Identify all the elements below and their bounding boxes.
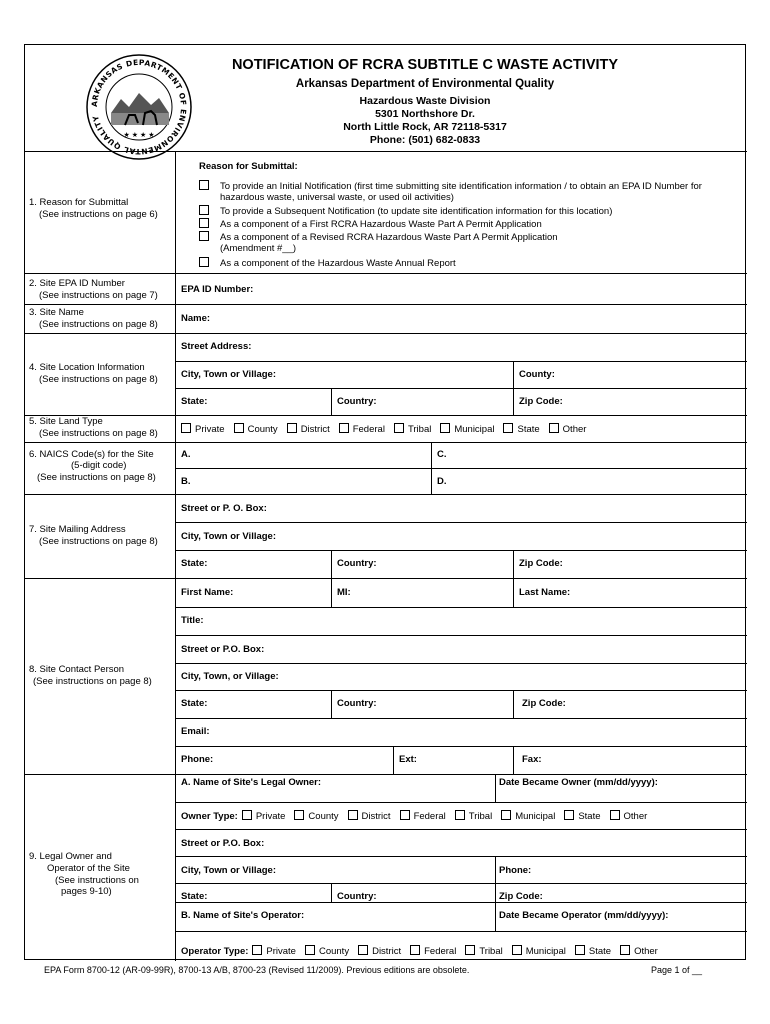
contact-email-field[interactable]: Email: bbox=[181, 726, 210, 737]
section-4-note: (See instructions on page 8) bbox=[39, 374, 158, 385]
land-type-tribal-label: Tribal bbox=[407, 424, 432, 435]
form-id-footer: EPA Form 8700-12 (AR-09-99R), 8700-13 A/B, 8700-23 (Revised 11/2009). Previous editions are obsolete. bbox=[44, 965, 470, 975]
operator-federal-label: Federal bbox=[424, 946, 457, 957]
section-2-note: (See instructions on page 7) bbox=[39, 290, 158, 301]
naics-b-field[interactable]: B. bbox=[181, 476, 191, 487]
agency-street: 5301 Northshore Dr. bbox=[375, 108, 475, 120]
contact-last-name-field[interactable]: Last Name: bbox=[519, 587, 571, 598]
land-type-other-label: Other bbox=[562, 424, 587, 435]
operator-district-label: District bbox=[372, 946, 402, 957]
site-street-field[interactable]: Street Address: bbox=[181, 341, 252, 352]
section-6-label-2: (5-digit code) bbox=[71, 460, 127, 471]
mailing-city-field[interactable]: City, Town or Village: bbox=[181, 531, 277, 542]
owner-other-label: Other bbox=[623, 811, 648, 822]
land-type-private-checkbox[interactable] bbox=[181, 423, 191, 433]
land-type-district-label: District bbox=[300, 424, 330, 435]
svg-text:★ ★ ★ ★: ★ ★ ★ ★ bbox=[123, 132, 155, 139]
operator-tribal-checkbox[interactable] bbox=[465, 945, 475, 955]
contact-ext-field[interactable]: Ext: bbox=[399, 754, 417, 765]
contact-first-name-field[interactable]: First Name: bbox=[181, 587, 234, 598]
contact-city-field[interactable]: City, Town, or Village: bbox=[181, 671, 279, 682]
land-type-federal-label: Federal bbox=[352, 424, 385, 435]
owner-type-options bbox=[181, 810, 656, 823]
owner-name-field[interactable]: A. Name of Site's Legal Owner: bbox=[181, 777, 322, 788]
reason-first-parta-label: As a component of a First RCRA Hazardous Waste Part A Permit Application bbox=[220, 219, 542, 230]
agency-city: North Little Rock, AR 72118-5317 bbox=[343, 121, 507, 133]
naics-c-field[interactable]: C. bbox=[437, 449, 447, 460]
site-county-field[interactable]: County: bbox=[519, 369, 555, 380]
owner-district-checkbox[interactable] bbox=[348, 810, 358, 820]
land-type-other-checkbox[interactable] bbox=[549, 423, 559, 433]
contact-title-field[interactable]: Title: bbox=[181, 615, 204, 626]
section-8-label: 8. Site Contact Person bbox=[29, 664, 125, 675]
section-9-label: 9. Legal Owner and bbox=[29, 851, 112, 862]
reason-subsequent-label: To provide a Subsequent Notification (to update site identification information for this location) bbox=[220, 206, 613, 217]
operator-type-label: Operator Type: bbox=[181, 946, 249, 957]
site-state-field[interactable]: State: bbox=[181, 396, 208, 407]
owner-zip-field[interactable]: Zip Code: bbox=[499, 891, 543, 902]
section-5-label: 5. Site Land Type bbox=[29, 416, 103, 427]
owner-street-field[interactable]: Street or P.O. Box: bbox=[181, 838, 265, 849]
operator-state-label: State bbox=[588, 946, 612, 957]
operator-state-checkbox[interactable] bbox=[575, 945, 585, 955]
owner-country-field[interactable]: Country: bbox=[337, 891, 377, 902]
section-6-label: 6. NAICS Code(s) for the Site bbox=[29, 449, 154, 460]
division-name: Hazardous Waste Division bbox=[359, 95, 491, 107]
land-type-tribal-checkbox[interactable] bbox=[394, 423, 404, 433]
section-2-label: 2. Site EPA ID Number bbox=[29, 278, 125, 289]
site-city-field[interactable]: City, Town or Village: bbox=[181, 369, 277, 380]
land-type-municipal-checkbox[interactable] bbox=[440, 423, 450, 433]
owner-private-checkbox[interactable] bbox=[242, 810, 252, 820]
reason-annual-report-label: As a component of the Hazardous Waste Annual Report bbox=[220, 258, 456, 269]
contact-country-field[interactable]: Country: bbox=[337, 698, 377, 709]
reason-revised-parta-label: As a component of a Revised RCRA Hazardous Waste Part A Permit Application bbox=[220, 232, 558, 243]
operator-other-checkbox[interactable] bbox=[620, 945, 630, 955]
land-type-municipal-label: Municipal bbox=[454, 424, 495, 435]
naics-d-field[interactable]: D. bbox=[437, 476, 447, 487]
operator-county-label: County bbox=[318, 946, 350, 957]
owner-municipal-checkbox[interactable] bbox=[501, 810, 511, 820]
land-type-state-label: State bbox=[517, 424, 540, 435]
section-1-note: (See instructions on page 6) bbox=[39, 209, 158, 220]
section-9-note-2: pages 9-10) bbox=[61, 886, 112, 897]
reason-revised-parta-checkbox[interactable] bbox=[199, 231, 209, 241]
site-zip-field[interactable]: Zip Code: bbox=[519, 396, 563, 407]
operator-county-checkbox[interactable] bbox=[305, 945, 315, 955]
reason-annual-report-checkbox[interactable] bbox=[199, 257, 209, 267]
land-type-district-checkbox[interactable] bbox=[287, 423, 297, 433]
seal-text: ARKANSAS DEPARTMENT OF ENVIRONMENTAL QUALITY bbox=[89, 57, 189, 157]
operator-name-field[interactable]: B. Name of Site's Operator: bbox=[181, 910, 305, 921]
operator-municipal-checkbox[interactable] bbox=[512, 945, 522, 955]
contact-zip-field[interactable]: Zip Code: bbox=[522, 698, 566, 709]
owner-county-label: County bbox=[308, 811, 339, 822]
land-type-federal-checkbox[interactable] bbox=[339, 423, 349, 433]
operator-municipal-label: Municipal bbox=[525, 946, 566, 957]
mailing-state-field[interactable]: State: bbox=[181, 558, 208, 569]
land-type-county-label: County bbox=[247, 424, 278, 435]
epa-id-field[interactable]: EPA ID Number: bbox=[181, 284, 254, 295]
section-7-label: 7. Site Mailing Address bbox=[29, 524, 126, 535]
operator-district-checkbox[interactable] bbox=[358, 945, 368, 955]
operator-private-label: Private bbox=[266, 946, 296, 957]
owner-county-checkbox[interactable] bbox=[294, 810, 304, 820]
owner-city-field[interactable]: City, Town or Village: bbox=[181, 865, 277, 876]
contact-mi-field[interactable]: MI: bbox=[337, 587, 351, 598]
section-4-label: 4. Site Location Information bbox=[29, 362, 145, 373]
mailing-street-field[interactable]: Street or P. O. Box: bbox=[181, 503, 267, 514]
section-9-label-2: Operator of the Site bbox=[47, 863, 130, 874]
owner-federal-checkbox[interactable] bbox=[400, 810, 410, 820]
naics-a-field[interactable]: A. bbox=[181, 449, 191, 460]
owner-state-field[interactable]: State: bbox=[181, 891, 208, 902]
reason-initial-checkbox[interactable] bbox=[199, 180, 209, 190]
mailing-country-field[interactable]: Country: bbox=[337, 558, 377, 569]
reason-first-parta-checkbox[interactable] bbox=[199, 218, 209, 228]
agency-phone: Phone: (501) 682-0833 bbox=[369, 134, 481, 146]
owner-state-label: State bbox=[578, 811, 601, 822]
agency-name: Arkansas Department of Environmental Quality bbox=[295, 78, 555, 90]
land-type-options bbox=[181, 423, 595, 436]
operator-type-options bbox=[181, 945, 667, 958]
reason-initial-label-2: hazardous waste, universal waste, or used oil activities) bbox=[220, 192, 454, 203]
contact-street-field[interactable]: Street or P.O. Box: bbox=[181, 644, 265, 655]
owner-tribal-checkbox[interactable] bbox=[455, 810, 465, 820]
operator-other-label: Other bbox=[634, 946, 658, 957]
owner-municipal-label: Municipal bbox=[515, 811, 556, 822]
page-number: Page 1 of __ bbox=[651, 965, 703, 975]
mailing-zip-field[interactable]: Zip Code: bbox=[519, 558, 563, 569]
reason-amendment-label: (Amendment #__) bbox=[220, 243, 297, 254]
land-type-state-checkbox[interactable] bbox=[503, 423, 513, 433]
reason-subsequent-checkbox[interactable] bbox=[199, 205, 209, 215]
owner-other-checkbox[interactable] bbox=[610, 810, 620, 820]
contact-state-field[interactable]: State: bbox=[181, 698, 208, 709]
owner-district-label: District bbox=[361, 811, 391, 822]
date-became-operator-field[interactable]: Date Became Operator (mm/dd/yyyy): bbox=[499, 910, 669, 921]
form-title: NOTIFICATION OF RCRA SUBTITLE C WASTE ACTIVITY bbox=[231, 57, 619, 73]
contact-fax-field[interactable]: Fax: bbox=[522, 754, 542, 765]
section-9-note: (See instructions on bbox=[55, 875, 139, 886]
site-name-field[interactable]: Name: bbox=[181, 313, 211, 324]
section-3-label: 3. Site Name bbox=[29, 307, 84, 318]
land-type-private-label: Private bbox=[195, 424, 225, 435]
owner-type-label: Owner Type: bbox=[181, 811, 238, 822]
owner-private-label: Private bbox=[255, 811, 286, 822]
section-8-note: (See instructions on page 8) bbox=[33, 676, 152, 687]
operator-tribal-label: Tribal bbox=[479, 946, 503, 957]
reason-initial-label: To provide an Initial Notification (first time submitting site identification information / to obtain an EPA ID Number for bbox=[220, 181, 702, 192]
section-5-note: (See instructions on page 8) bbox=[39, 428, 158, 439]
owner-phone-field[interactable]: Phone: bbox=[499, 865, 532, 876]
section-7-note: (See instructions on page 8) bbox=[39, 536, 158, 547]
contact-phone-field[interactable]: Phone: bbox=[181, 754, 214, 765]
reason-heading: Reason for Submittal: bbox=[199, 161, 298, 172]
date-became-owner-field[interactable]: Date Became Owner (mm/dd/yyyy): bbox=[499, 777, 658, 788]
section-3-note: (See instructions on page 8) bbox=[39, 319, 158, 330]
notification-form bbox=[24, 44, 746, 960]
site-country-field[interactable]: Country: bbox=[337, 396, 377, 407]
land-type-county-checkbox[interactable] bbox=[234, 423, 244, 433]
section-6-note: (See instructions on page 8) bbox=[37, 472, 156, 483]
operator-federal-checkbox[interactable] bbox=[410, 945, 420, 955]
owner-federal-label: Federal bbox=[413, 811, 446, 822]
owner-tribal-label: Tribal bbox=[468, 811, 493, 822]
owner-state-checkbox[interactable] bbox=[564, 810, 574, 820]
operator-private-checkbox[interactable] bbox=[252, 945, 262, 955]
section-1-label: 1. Reason for Submittal bbox=[29, 197, 129, 208]
